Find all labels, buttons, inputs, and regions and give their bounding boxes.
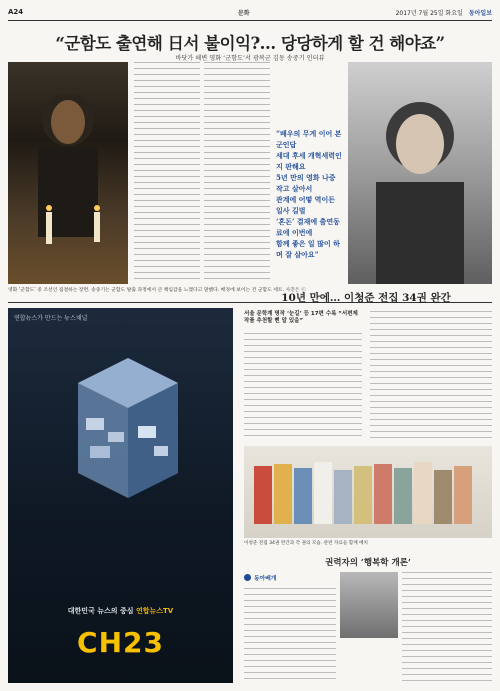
column-logo <box>244 571 302 583</box>
ad-tagline: 대한민국 뉴스의 중심 <box>67 607 134 615</box>
ad-tv-brand: 연합뉴스TV <box>135 607 174 615</box>
ad-channel: CH23 <box>77 626 164 659</box>
pull-quote-line: ‘혼돈’ 결재에 출연동료에 이번에 <box>276 217 340 237</box>
column-title: 권력자의 ‘행복학 개론’ <box>325 558 411 568</box>
lead-text-col-2 <box>204 62 270 282</box>
news-channel-ad <box>8 308 233 683</box>
book-story-lead: 서울 문학계 명작 ‘눈길’ 등 17편 수록 “서편제 작품 추천할 뻔 알 있을” <box>244 311 358 324</box>
books-illustration <box>244 446 492 538</box>
pull-quote-line: 관계에 어떻 역이든 일사 길벌 <box>276 195 335 215</box>
pull-quote-line: 세대 후세 개혁세력인지 판해요 <box>276 151 342 171</box>
candle-scene-illustration <box>8 62 128 284</box>
header-rule <box>8 20 492 21</box>
lead-headline: “군함도 출연해 日서 불이익?… 당당하게 할 건 해야죠” <box>55 34 445 53</box>
lead-text-col-1 <box>134 62 200 282</box>
book-photo-caption: 이청준 전집 34권 완간과 각 권의 모습. 관련 자료들 함께 배치 <box>244 541 368 546</box>
photo-caption: 영화 ‘군함도’ 중 조선인 집결하는 장면. 송중기는 군함도 탈출 과정에서 큰 책임감을 느꼈다고 말했다. 배경에 보이는 건 군함도 세트. 사진은 ⓒ <box>8 288 306 293</box>
page-header <box>8 6 492 18</box>
book-story-title: 10년 만에… 이청준 전집 34권 완간 <box>281 292 451 304</box>
newspaper-logo: 동아일보 <box>468 9 492 17</box>
ad-label: 연합뉴스가 만드는 뉴스채널 <box>14 315 88 322</box>
book-collection-photo <box>244 446 492 538</box>
date-text: 2017년 7월 25일 화요일 <box>395 9 463 17</box>
actor-portrait <box>348 62 492 284</box>
section-label: 문화 <box>238 9 250 17</box>
pull-quote-line: 함께 좋은 일 많이 하며 잘 살아요” <box>276 239 340 259</box>
cube-graphic <box>68 348 188 548</box>
pull-quote <box>276 128 344 259</box>
book-text-col-1 <box>244 333 362 441</box>
pull-quote-line: “배우의 무게 이어 본 군인답 <box>276 129 342 149</box>
ad-tagline-row <box>8 606 233 616</box>
pull-quote-line: 5년 만의 영화 나중 작고 살아서 <box>276 173 336 193</box>
lead-photo <box>8 62 128 284</box>
column-text-col-2 <box>402 572 492 684</box>
header-meta <box>396 8 492 17</box>
columnist-portrait <box>340 572 398 638</box>
portrait-illustration <box>348 62 492 284</box>
lead-subhead: 바닷가 해변 영화 ‘군함도’서 광복군 김동 송중기 인터뷰 <box>175 55 325 62</box>
column-logo-mark <box>244 574 251 581</box>
column-text-col-1 <box>244 588 336 684</box>
book-text-col-2 <box>370 311 492 441</box>
page-number: A24 <box>8 8 24 16</box>
column-logo-text: 동아베개 <box>254 575 277 582</box>
